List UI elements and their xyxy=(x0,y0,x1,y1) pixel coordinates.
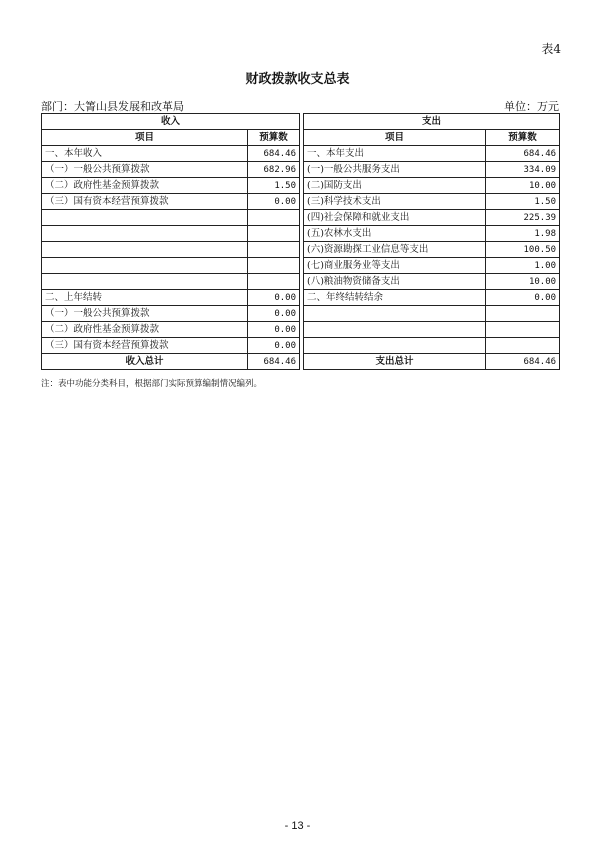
table-row xyxy=(42,210,560,226)
expense-value-cell xyxy=(486,322,560,338)
expense-value-cell: 1.50 xyxy=(486,194,560,210)
expense-item-cell xyxy=(304,322,486,338)
expense-value-cell: 1.98 xyxy=(486,226,560,242)
table-row xyxy=(42,258,560,274)
expense-total-value: 684.46 xyxy=(486,354,560,370)
income-item-cell: （三）国有资本经营预算拨款 xyxy=(42,338,248,354)
expense-item-cell: (四)社会保障和就业支出 xyxy=(304,210,486,226)
income-value-cell xyxy=(248,226,300,242)
income-value-cell: 0.00 xyxy=(248,194,300,210)
budget-table xyxy=(41,113,560,370)
table-row xyxy=(42,178,560,194)
income-item-cell: （二）政府性基金预算拨款 xyxy=(42,178,248,194)
expense-value-cell xyxy=(486,338,560,354)
column-header-row xyxy=(42,130,560,146)
section-header-row xyxy=(42,114,560,130)
expense-item-header: 项目 xyxy=(304,130,486,146)
page-number: - 13 - xyxy=(284,820,311,832)
totals-row xyxy=(42,354,560,370)
table-row xyxy=(42,290,560,306)
income-header: 收入 xyxy=(42,114,300,130)
table-row xyxy=(42,274,560,290)
income-total-label: 收入总计 xyxy=(42,354,248,370)
income-value-cell: 682.96 xyxy=(248,162,300,178)
table-row xyxy=(42,226,560,242)
expense-item-cell: (五)农林水支出 xyxy=(304,226,486,242)
expense-item-cell xyxy=(304,306,486,322)
income-item-cell xyxy=(42,210,248,226)
income-item-cell: 二、上年结转 xyxy=(42,290,248,306)
expense-header: 支出 xyxy=(304,114,560,130)
table-row xyxy=(42,306,560,322)
income-value-cell xyxy=(248,210,300,226)
table-body xyxy=(42,146,560,354)
expense-value-cell: 1.00 xyxy=(486,258,560,274)
expense-item-cell: (六)资源勘探工业信息等支出 xyxy=(304,242,486,258)
income-item-cell: （二）政府性基金预算拨款 xyxy=(42,322,248,338)
expense-value-cell: 100.50 xyxy=(486,242,560,258)
income-value-cell: 1.50 xyxy=(248,178,300,194)
page-title: 财政拨款收支总表 xyxy=(245,72,350,87)
department-label: 部门：大箐山县发展和改革局 xyxy=(41,100,184,113)
expense-item-cell: (七)商业服务业等支出 xyxy=(304,258,486,274)
expense-budget-header: 预算数 xyxy=(486,130,560,146)
income-item-cell: 一、本年收入 xyxy=(42,146,248,162)
income-value-cell: 0.00 xyxy=(248,290,300,306)
expense-item-cell: (一)一般公共服务支出 xyxy=(304,162,486,178)
table-row xyxy=(42,194,560,210)
table-row xyxy=(42,146,560,162)
income-value-cell: 684.46 xyxy=(248,146,300,162)
income-item-cell: （三）国有资本经营预算拨款 xyxy=(42,194,248,210)
income-item-cell xyxy=(42,226,248,242)
income-item-cell xyxy=(42,274,248,290)
table-row xyxy=(42,338,560,354)
expense-total-label: 支出总计 xyxy=(304,354,486,370)
table-number: 表4 xyxy=(541,42,561,56)
expense-item-cell xyxy=(304,338,486,354)
expense-value-cell: 10.00 xyxy=(486,178,560,194)
expense-value-cell: 334.09 xyxy=(486,162,560,178)
income-value-cell xyxy=(248,258,300,274)
income-value-cell: 0.00 xyxy=(248,306,300,322)
income-total-value: 684.46 xyxy=(248,354,300,370)
income-value-cell: 0.00 xyxy=(248,338,300,354)
table-note: 注：表中功能分类科目，根据部门实际预算编制情况编列。 xyxy=(41,379,263,389)
expense-item-cell: 一、本年支出 xyxy=(304,146,486,162)
unit-label: 单位：万元 xyxy=(504,100,559,113)
expense-item-cell: 二、年终结转结余 xyxy=(304,290,486,306)
expense-item-cell: (八)粮油物资储备支出 xyxy=(304,274,486,290)
income-value-cell xyxy=(248,242,300,258)
expense-value-cell xyxy=(486,306,560,322)
income-item-cell: （一）一般公共预算拨款 xyxy=(42,162,248,178)
income-value-cell: 0.00 xyxy=(248,322,300,338)
expense-value-cell: 0.00 xyxy=(486,290,560,306)
expense-value-cell: 684.46 xyxy=(486,146,560,162)
income-budget-header: 预算数 xyxy=(248,130,300,146)
table-row xyxy=(42,322,560,338)
income-item-cell xyxy=(42,242,248,258)
expense-value-cell: 225.39 xyxy=(486,210,560,226)
income-item-header: 项目 xyxy=(42,130,248,146)
expense-item-cell: (三)科学技术支出 xyxy=(304,194,486,210)
table-row xyxy=(42,162,560,178)
income-value-cell xyxy=(248,274,300,290)
income-item-cell: （一）一般公共预算拨款 xyxy=(42,306,248,322)
table-row xyxy=(42,242,560,258)
expense-value-cell: 10.00 xyxy=(486,274,560,290)
income-item-cell xyxy=(42,258,248,274)
expense-item-cell: (二)国防支出 xyxy=(304,178,486,194)
